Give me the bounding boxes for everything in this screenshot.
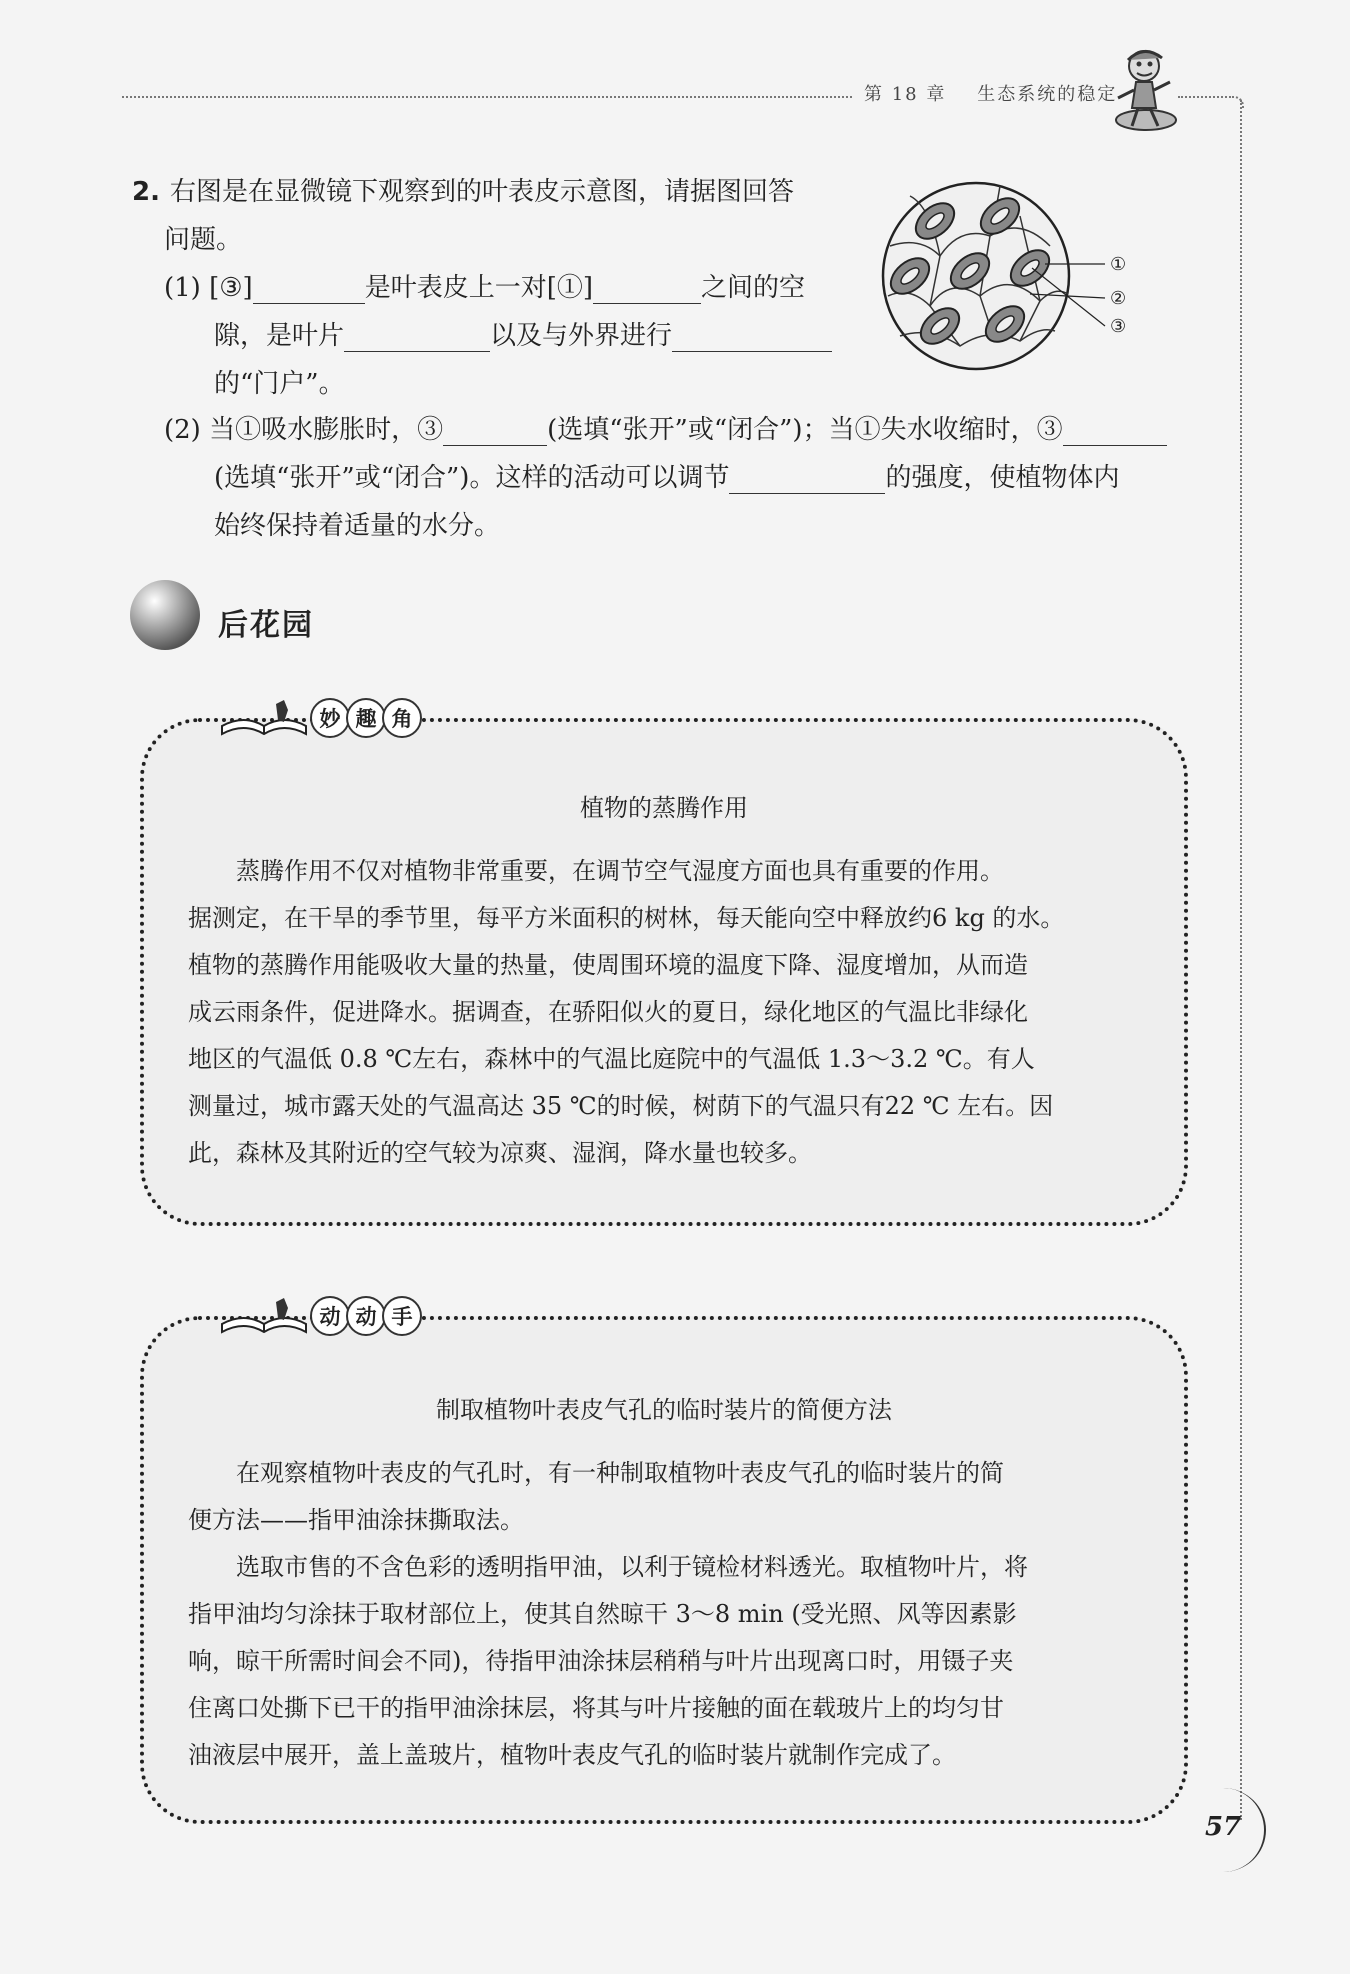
- open-book-icon: [214, 696, 314, 740]
- chapter-number: 第 18 章: [864, 84, 947, 105]
- question-part1-line3: 的“门户”。: [214, 369, 345, 399]
- header-corner: [1232, 96, 1244, 108]
- chapter-title: 生态系统的稳定: [977, 84, 1118, 105]
- figure-label-1: ①: [1110, 254, 1127, 275]
- question-part2-line1: (2) 当①吸水膨胀时，③ (选填“张开”或“闭合”)；当①失水收缩时，③: [164, 406, 1167, 454]
- answer-blank[interactable]: [729, 463, 885, 494]
- box-tab-hands-on: [214, 1296, 422, 1336]
- box-paragraph: 在观察植物叶表皮的气孔时，有一种制取植物叶表皮气孔的临时装片的简 便方法——指甲油涂抹撕取法。 选取市售的不含色彩的透明指甲油，以利于镜检材料透光。取植物叶片，将 指甲油均匀涂抹于取材部位上，使其自然晾干 3～8 min (受光照、风等因素影 响，晾干所需时间会不同)，待指甲油涂抹层稍稍与叶片出现离口时，用镊子夹 住离口处撕下已干的指甲油涂抹层，将其与叶片接触的面在载玻片上的均匀甘 油液层中展开，盖上盖玻片，植物叶表皮气孔的临时装片就制作完成了。: [188, 1459, 1028, 1769]
- reading-box-hands-on: [140, 1316, 1188, 1824]
- section-ball-icon: [130, 580, 200, 650]
- answer-blank[interactable]: [1063, 415, 1167, 446]
- tab-char: 妙: [310, 698, 350, 738]
- question-stem-line2: 问题。: [164, 225, 243, 255]
- section-title: 后花园: [218, 608, 314, 643]
- question-number: 2.: [132, 177, 160, 207]
- box-title: 制取植物叶表皮气孔的临时装片的简便方法: [436, 1396, 892, 1424]
- figure-label-2: ②: [1110, 288, 1127, 309]
- answer-blank[interactable]: [344, 321, 490, 352]
- question-part2-line3: 始终保持着适量的水分。: [214, 511, 501, 541]
- question-part1-line1: (1) [③] 是叶表皮上一对[①] 之间的空: [164, 273, 806, 303]
- question-part1-line2: 隙，是叶片 以及与外界进行: [214, 312, 832, 360]
- tab-char: 手: [382, 1296, 422, 1336]
- mascot-icon: [1110, 46, 1182, 136]
- open-book-icon: [214, 1294, 314, 1338]
- reading-box-fun-corner: [140, 718, 1188, 1226]
- question-part2-line2: (选填“张开”或“闭合”)。这样的活动可以调节 的强度，使植物体内: [214, 463, 1120, 493]
- figure-label-3: ③: [1110, 316, 1127, 337]
- answer-blank[interactable]: [593, 273, 701, 304]
- page-number: 57: [1205, 1812, 1242, 1842]
- box-paragraph: 蒸腾作用不仅对植物非常重要，在调节空气湿度方面也具有重要的作用。 据测定，在干旱的季节里，每平方米面积的树林，每天能向空中释放约6 kg 的水。 植物的蒸腾作用能吸收大量的热量，使周围环境的温度下降、湿度增加，从而造 成云雨条件，促进降水。据调查，在骄阳似火的夏日，绿化地区的气温比非绿化 地区的气温低 0.8 ℃左右，森林中的气温比庭院中的气温低 1.3～3.2 ℃。有人 测量过，城市露天处的气温高达 35 ℃的时候，树荫下的气温只有22 ℃ 左右。因 此，森林及其附近的空气较为凉爽、湿润，降水量也较多。: [188, 857, 1065, 1167]
- running-header: [864, 80, 1117, 106]
- tab-char: 动: [346, 1296, 386, 1336]
- header-divider: [122, 96, 852, 98]
- box-title: 植物的蒸腾作用: [580, 794, 748, 822]
- answer-blank[interactable]: [443, 415, 547, 446]
- leaf-epidermis-figure: [880, 176, 1140, 376]
- box-tab-fun-corner: [214, 698, 422, 738]
- page-margin-line: [1240, 100, 1242, 1820]
- tab-char: 动: [310, 1296, 350, 1336]
- tab-char: 角: [382, 698, 422, 738]
- header-divider-right: [1178, 96, 1234, 98]
- answer-blank[interactable]: [672, 321, 832, 352]
- question-stem-line1: 2. 右图是在显微镜下观察到的叶表皮示意图，请据图回答: [132, 177, 794, 207]
- answer-blank[interactable]: [253, 273, 365, 304]
- tab-char: 趣: [346, 698, 386, 738]
